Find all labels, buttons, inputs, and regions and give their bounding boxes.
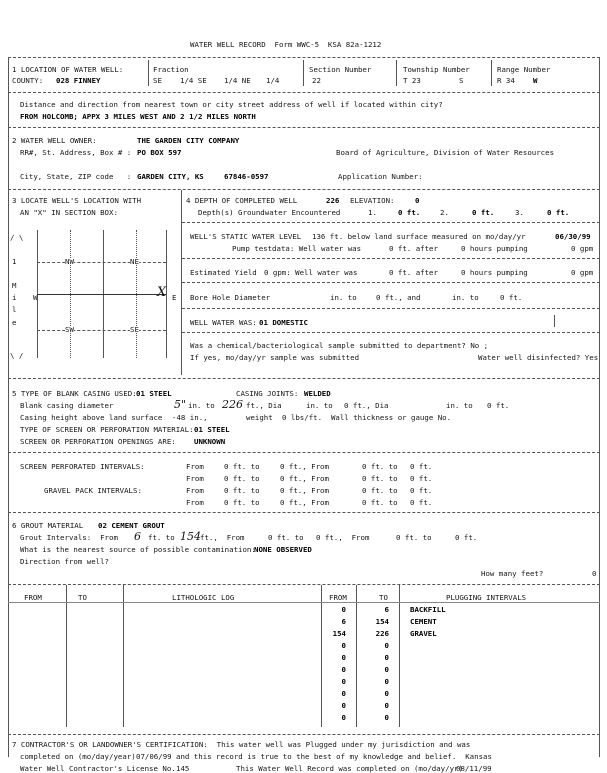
divider bbox=[321, 585, 322, 727]
log-header-from-2: FROM bbox=[329, 593, 347, 602]
owner-value: THE GARDEN CITY COMPANY bbox=[137, 136, 240, 145]
plug-from: 0 bbox=[341, 653, 346, 662]
plug-to: 0 bbox=[384, 677, 389, 686]
depth-value: 226 bbox=[326, 196, 340, 205]
openings-label: SCREEN OR PERFORATION OPENINGS ARE: bbox=[20, 437, 176, 446]
plug-material: CEMENT bbox=[410, 617, 437, 626]
gw-3-num: 3. bbox=[515, 208, 524, 217]
how-many-feet-value: 0 bbox=[592, 569, 597, 578]
groundwater-label: Depth(s) Groundwater Encountered bbox=[198, 208, 341, 217]
interval-from: From bbox=[186, 462, 204, 471]
grout-3-ft-to: 0 ft. to bbox=[396, 533, 432, 542]
fraction-label: Fraction bbox=[153, 65, 189, 74]
divider bbox=[182, 308, 600, 309]
grid-line bbox=[37, 262, 166, 263]
interval-ft-to: 0 ft. to bbox=[224, 462, 260, 471]
fraction-4: 1/4 bbox=[266, 76, 280, 85]
divider bbox=[8, 57, 600, 58]
casing-to-value: 226 bbox=[222, 398, 243, 411]
form-title: WATER WELL RECORD Form WWC-5 KSA 82a-1212 bbox=[190, 40, 382, 49]
casing-diameter-label: Blank casing diameter bbox=[20, 401, 114, 410]
divider bbox=[396, 60, 397, 86]
casing-ft-dia-2: 0 ft., Dia bbox=[344, 401, 389, 410]
divider bbox=[356, 585, 357, 727]
divider bbox=[8, 512, 600, 513]
city-label: City, State, ZIP code : bbox=[20, 172, 132, 181]
log-header-lithologic: LITHOLOGIC LOG bbox=[172, 593, 235, 602]
divider bbox=[8, 92, 600, 93]
sample-date-label: If yes, mo/day/yr sample was submitted bbox=[190, 353, 360, 362]
interval-from: From bbox=[186, 486, 204, 495]
quadrant-ne: NE bbox=[130, 257, 139, 266]
plug-from: 6 bbox=[341, 617, 346, 626]
application-number-label: Application Number: bbox=[338, 172, 423, 181]
mile-m: M bbox=[12, 281, 17, 290]
township-number: T 23 bbox=[403, 76, 421, 85]
gw-3: 0 ft. bbox=[547, 208, 570, 217]
fraction-2: 1/4 SE bbox=[180, 76, 207, 85]
bore-ft-and: 0 ft., and bbox=[376, 293, 421, 302]
pump-ft-after: 0 ft. after bbox=[389, 244, 438, 253]
static-level-date: 06/30/99 bbox=[555, 232, 591, 241]
divider bbox=[399, 585, 400, 727]
divider bbox=[491, 60, 492, 86]
grout-2-ft-from: 0 ft., From bbox=[316, 533, 370, 542]
certification-line-1: 7 CONTRACTOR'S OR LANDOWNER'S CERTIFICATION: This water well was Plugged under my jurisdiction and was bbox=[12, 740, 471, 749]
divider bbox=[148, 60, 149, 86]
plug-to: 6 bbox=[384, 605, 389, 614]
plug-material: BACKFILL bbox=[410, 605, 446, 614]
casing-height-value: -48 in., bbox=[172, 413, 208, 422]
divider bbox=[8, 602, 600, 603]
range-number: R 34 bbox=[497, 76, 515, 85]
interval-ft-to: 0 ft. to bbox=[362, 474, 398, 483]
board-text: Board of Agriculture, Division of Water Resources bbox=[336, 148, 555, 157]
record-completed-date: 08/11/99 bbox=[456, 764, 492, 773]
well-water-was-label: WELL WATER WAS: bbox=[190, 318, 257, 327]
plug-from: 0 bbox=[341, 677, 346, 686]
directions-value: FROM HOLCOMB; APPX 3 MILES WEST AND 2 1/2 MILES NORTH bbox=[20, 112, 256, 121]
divider bbox=[182, 258, 600, 259]
interval-from: From bbox=[186, 474, 204, 483]
grid-corner-sw: \ / bbox=[10, 351, 24, 360]
bore-in-to-2: in. to bbox=[452, 293, 479, 302]
bore-ft-2: 0 ft. bbox=[500, 293, 523, 302]
divider bbox=[554, 315, 555, 327]
address-value: PO BOX 597 bbox=[137, 148, 182, 157]
log-header-plugging: PLUGGING INTERVALS bbox=[446, 593, 527, 602]
casing-height-label: Casing height above land surface bbox=[20, 413, 163, 422]
direction-label: Direction from well? bbox=[20, 557, 109, 566]
grout-from-value: 6 bbox=[134, 530, 141, 543]
interval-ft-to: 0 ft. to bbox=[224, 498, 260, 507]
interval-ft-from: 0 ft., From bbox=[280, 498, 329, 507]
fraction-1: SE bbox=[153, 76, 162, 85]
record-completed-label: This Water Well Record was completed on (mo/day/yr) bbox=[236, 764, 463, 773]
how-many-feet-label: How many feet? bbox=[481, 569, 544, 578]
plug-to: 226 bbox=[375, 629, 389, 638]
interval-ft: 0 ft. bbox=[410, 498, 433, 507]
quadrant-sw: SW bbox=[65, 325, 74, 334]
divider bbox=[8, 734, 600, 735]
casing-joints-value: WELDED bbox=[304, 389, 331, 398]
address-label: RR#, St. Address, Box # : bbox=[20, 148, 132, 157]
grout-material-value: 02 CEMENT GROUT bbox=[98, 521, 165, 530]
divider bbox=[8, 452, 600, 453]
log-header-to: TO bbox=[78, 593, 87, 602]
disinfected-label: Water well disinfected? Yes bbox=[478, 353, 599, 362]
yield-hours: 0 hours pumping bbox=[461, 268, 528, 277]
plug-from: 0 bbox=[341, 713, 346, 722]
directions-label: Distance and direction from nearest town or city street address of well if located within city? bbox=[20, 100, 443, 109]
fraction-3: 1/4 NE bbox=[224, 76, 251, 85]
log-header-from: FROM bbox=[24, 593, 42, 602]
plug-to: 0 bbox=[384, 689, 389, 698]
township-direction: S bbox=[459, 76, 464, 85]
chemical-sample-question: Was a chemical/bacteriological sample submitted to department? No ; bbox=[190, 341, 489, 350]
gw-2-num: 2. bbox=[440, 208, 449, 217]
range-label: Range Number bbox=[497, 65, 551, 74]
section-number: 22 bbox=[312, 76, 321, 85]
east-label: E bbox=[172, 293, 177, 302]
interval-ft-from: 0 ft., From bbox=[280, 474, 329, 483]
casing-in-to: in. to bbox=[188, 401, 215, 410]
divider bbox=[123, 585, 124, 727]
interval-ft-to: 0 ft. to bbox=[362, 498, 398, 507]
casing-diameter-value: 5" bbox=[174, 398, 187, 411]
weight-label: weight bbox=[246, 413, 273, 422]
weight-value: 0 lbs/ft. Wall thickness or gauge No. bbox=[282, 413, 452, 422]
interval-from: From bbox=[186, 498, 204, 507]
yield-gpm: 0 gpm bbox=[571, 268, 594, 277]
divider bbox=[182, 222, 600, 223]
quadrant-nw: NW bbox=[65, 257, 74, 266]
well-location-mark: X bbox=[157, 285, 167, 300]
plug-from: 0 bbox=[341, 641, 346, 650]
pump-test-label: Pump testdata: Well water was bbox=[232, 244, 362, 253]
casing-type-label: 5 TYPE OF BLANK CASING USED: bbox=[12, 389, 137, 398]
plug-from: 0 bbox=[341, 665, 346, 674]
grout-ft-from: ft., From bbox=[200, 533, 245, 542]
county-value: 028 FINNEY bbox=[56, 76, 101, 85]
divider bbox=[8, 584, 600, 585]
casing-ft-dia: ft., Dia bbox=[246, 401, 282, 410]
casing-in-to-3: in. to bbox=[446, 401, 473, 410]
interval-ft: 0 ft. bbox=[410, 486, 433, 495]
license-value: 145 bbox=[176, 764, 190, 773]
license-label: Water Well Contractor's License No. bbox=[20, 764, 176, 773]
static-level-value: 136 ft. below land surface measured on mo/day/yr bbox=[312, 232, 526, 241]
grout-ft-to: ft. to bbox=[148, 533, 175, 542]
contamination-label: What is the nearest source of possible contamination: bbox=[20, 545, 256, 554]
interval-ft-to: 0 ft. to bbox=[362, 462, 398, 471]
casing-type-value: 01 STEEL bbox=[136, 389, 172, 398]
grid-line bbox=[37, 330, 166, 331]
divider bbox=[8, 127, 600, 128]
grid-corner-nw: / \ bbox=[10, 233, 24, 242]
casing-in-to-2: in. to bbox=[306, 401, 333, 410]
plug-to: 0 bbox=[384, 701, 389, 710]
interval-ft: 0 ft. bbox=[410, 462, 433, 471]
pump-gpm: 0 gpm bbox=[571, 244, 594, 253]
section-number-label: Section Number bbox=[309, 65, 372, 74]
grout-2-ft-to: 0 ft. to bbox=[268, 533, 304, 542]
plug-from: 0 bbox=[341, 701, 346, 710]
divider bbox=[8, 189, 600, 190]
plug-from: 154 bbox=[332, 629, 346, 638]
plug-from: 0 bbox=[341, 605, 346, 614]
county-label: COUNTY: bbox=[12, 76, 44, 85]
bore-in-to: in. to bbox=[330, 293, 357, 302]
range-direction: W bbox=[533, 76, 538, 85]
completed-on-label: completed on (mo/day/year) bbox=[20, 752, 136, 761]
section-3-label: 3 LOCATE WELL'S LOCATION WITH bbox=[12, 196, 142, 205]
interval-ft-to: 0 ft. to bbox=[224, 474, 260, 483]
casing-joints-label: CASING JOINTS: bbox=[236, 389, 299, 398]
city-value: GARDEN CITY, KS bbox=[137, 172, 204, 181]
left-border bbox=[8, 57, 9, 757]
interval-ft: 0 ft. bbox=[410, 474, 433, 483]
right-border bbox=[599, 57, 600, 757]
plug-to: 0 bbox=[384, 641, 389, 650]
gw-2: 0 ft. bbox=[472, 208, 495, 217]
pump-hours: 0 hours pumping bbox=[461, 244, 528, 253]
divider bbox=[8, 378, 600, 379]
gw-1-num: 1. bbox=[368, 208, 377, 217]
plug-to: 0 bbox=[384, 653, 389, 662]
contamination-value: NONE OBSERVED bbox=[254, 545, 312, 554]
log-header-to-2: TO bbox=[379, 593, 388, 602]
township-label: Township Number bbox=[403, 65, 470, 74]
openings-value: UNKNOWN bbox=[194, 437, 226, 446]
mile-i: i bbox=[12, 293, 17, 302]
grout-material-label: 6 GROUT MATERIAL bbox=[12, 521, 84, 530]
elevation-value: 0 bbox=[415, 196, 420, 205]
gw-1: 0 ft. bbox=[398, 208, 421, 217]
interval-ft-to: 0 ft. to bbox=[224, 486, 260, 495]
plug-to: 154 bbox=[375, 617, 389, 626]
plug-to: 0 bbox=[384, 665, 389, 674]
divider bbox=[66, 585, 67, 727]
grout-intervals-label: Grout Intervals: From bbox=[20, 533, 118, 542]
elevation-label: ELEVATION: bbox=[350, 196, 395, 205]
plug-material: GRAVEL bbox=[410, 629, 437, 638]
screen-material-value: 01 STEEL bbox=[194, 425, 230, 434]
grid-line bbox=[37, 294, 166, 295]
estimated-yield-value: 0 gpm: Well water was bbox=[264, 268, 358, 277]
section-1-label: 1 LOCATION OF WATER WELL: bbox=[12, 65, 124, 74]
mile-l: l bbox=[12, 305, 17, 314]
interval-ft-from: 0 ft., From bbox=[280, 486, 329, 495]
bore-hole-label: Bore Hole Diameter bbox=[190, 293, 271, 302]
section-3-label-2: AN "X" IN SECTION BOX: bbox=[20, 208, 118, 217]
divider bbox=[182, 282, 600, 283]
interval-ft-to: 0 ft. to bbox=[362, 486, 398, 495]
estimated-yield-label: Estimated Yield bbox=[190, 268, 257, 277]
plug-to: 0 bbox=[384, 713, 389, 722]
interval-ft-from: 0 ft., From bbox=[280, 462, 329, 471]
screen-material-label: TYPE OF SCREEN OR PERFORATION MATERIAL: bbox=[20, 425, 194, 434]
west-label: W bbox=[33, 293, 38, 302]
depth-label: 4 DEPTH OF COMPLETED WELL bbox=[186, 196, 298, 205]
screen-perforated-label: SCREEN PERFORATED INTERVALS: bbox=[20, 462, 145, 471]
owner-label: 2 WATER WELL OWNER: bbox=[12, 136, 97, 145]
divider bbox=[182, 332, 600, 333]
divider bbox=[303, 60, 304, 86]
certification-line-2: and this record is true to the best of my knowledge and belief. Kansas bbox=[176, 752, 492, 761]
zip-value: 67846-0597 bbox=[224, 172, 269, 181]
casing-ft-3: 0 ft. bbox=[487, 401, 510, 410]
grout-to-value: 154 bbox=[180, 530, 201, 543]
yield-ft-after: 0 ft. after bbox=[389, 268, 438, 277]
static-level-label: WELL'S STATIC WATER LEVEL bbox=[190, 232, 302, 241]
gravel-pack-label: GRAVEL PACK INTERVALS: bbox=[44, 486, 142, 495]
mile-e: e bbox=[12, 318, 17, 327]
grout-3-ft: 0 ft. bbox=[455, 533, 478, 542]
quadrant-se: SE bbox=[130, 325, 139, 334]
well-water-was-value: 01 DOMESTIC bbox=[259, 318, 308, 327]
completed-on-value: 07/06/99 bbox=[136, 752, 172, 761]
plug-from: 0 bbox=[341, 689, 346, 698]
mile-1: 1 bbox=[12, 257, 17, 266]
